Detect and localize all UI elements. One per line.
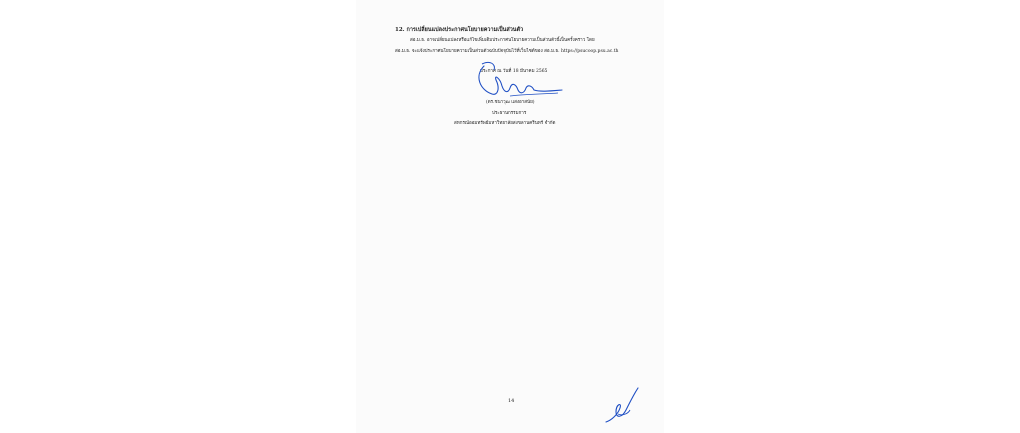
signer-position: ประธานกรรมการ [492, 111, 527, 116]
announcement-date: ประกาศ ณ วันที่ 18 มีนาคม 2565 [480, 69, 548, 74]
section-heading: 12. การเปลี่ยนแปลงประกาศนโยบายความเป็นส่วนตัว [395, 27, 524, 33]
body-paragraph-line-2: สอ.ม.ธ. จะแจ้งประกาศนโยบายความเป็นส่วนตัวฉบับปัจจุบันไว้ที่เว็บไซต์ของ สอ.ม.ธ. https://psucoop.psu.ac.th [395, 49, 619, 54]
body-paragraph-line-1: สอ.ม.ธ. อาจเปลี่ยนแปลงหรือแก้ไขเพิ่มเติมประกาศนโยบายความเป็นส่วนตัวนี้เป็นครั้งคราว โดย [410, 38, 595, 43]
signer-name: (ดร.ชนาวุฒ แสงอาสนัย) [486, 100, 535, 105]
initials-signature [600, 384, 644, 428]
organization-name: สหกรณ์ออมทรัพย์มหาวิทยาลัยสงขลานครินทร์ จำกัด [454, 121, 556, 126]
president-signature [470, 60, 570, 104]
page-number: 14 [508, 398, 515, 404]
